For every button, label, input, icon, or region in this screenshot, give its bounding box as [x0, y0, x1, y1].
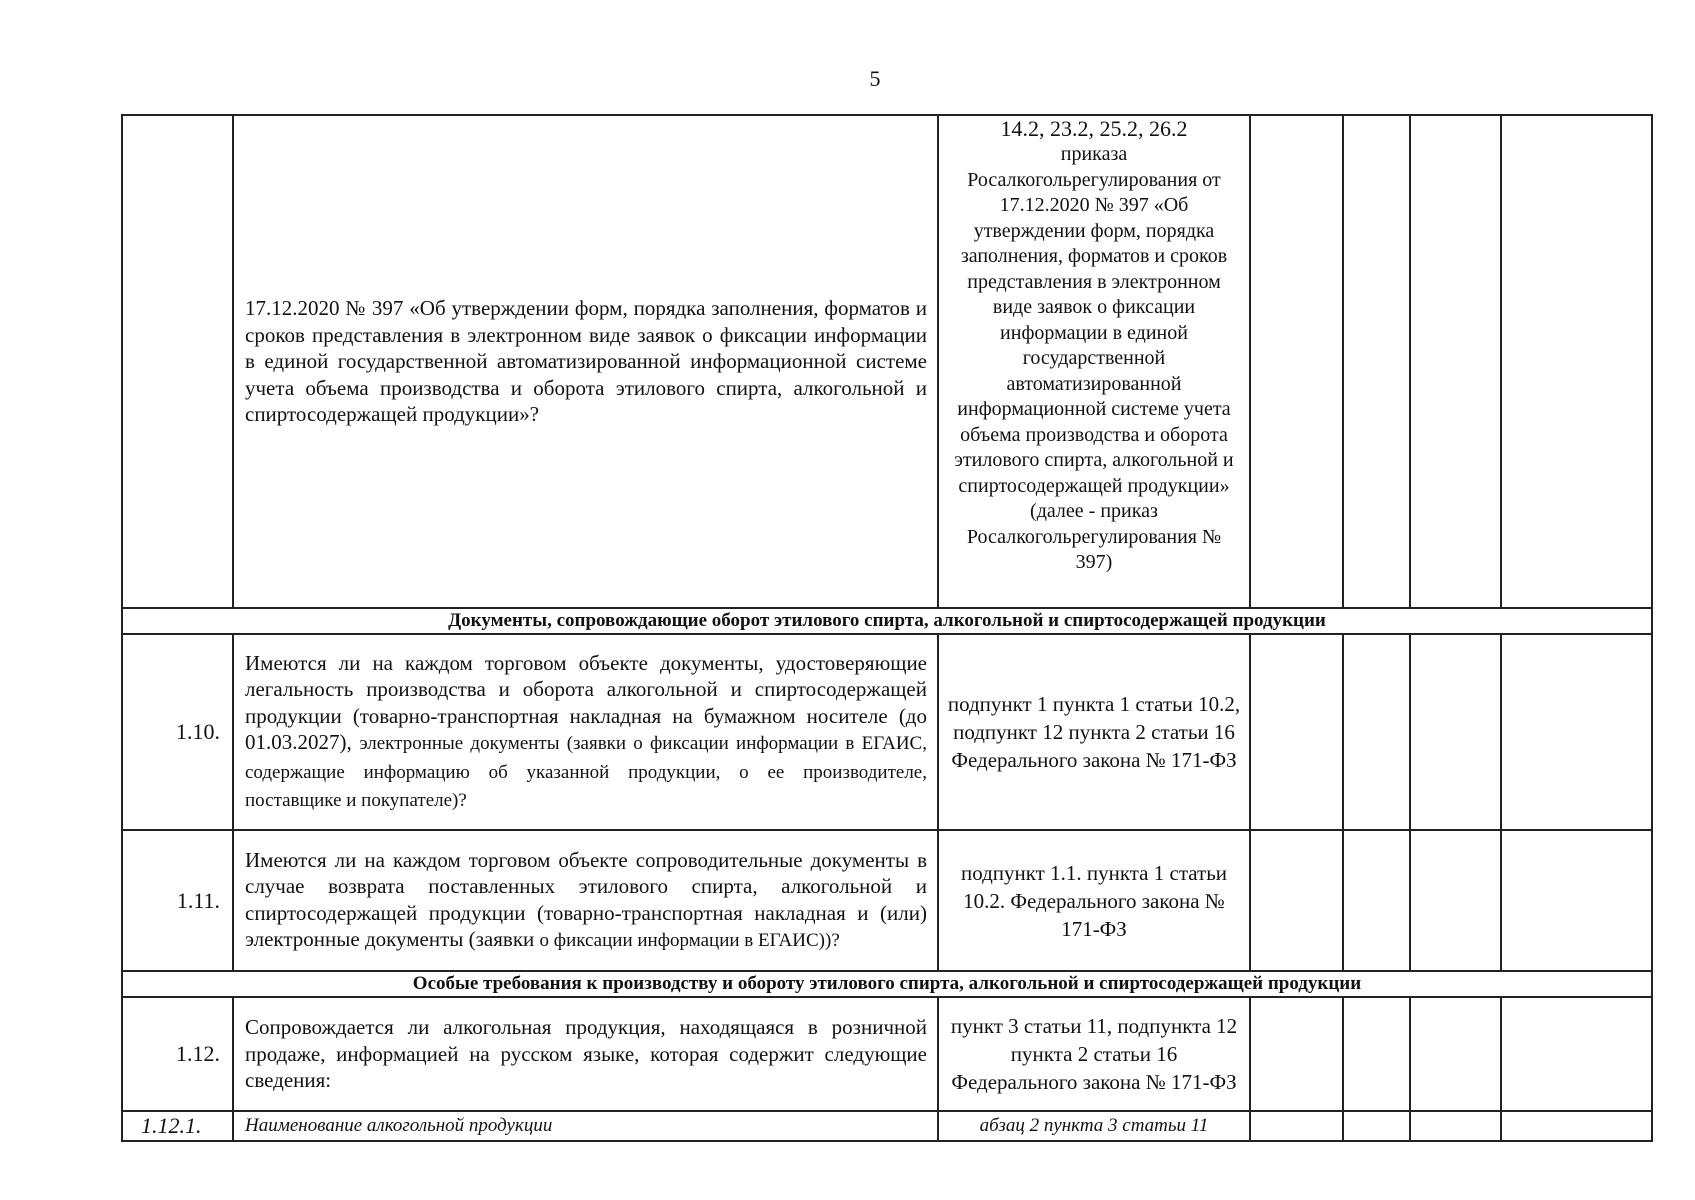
table-row — [122, 634, 1652, 830]
empty-cell — [1250, 1111, 1343, 1141]
reference-top-line: 14.2, 23.2, 25.2, 26.2 — [1000, 116, 1188, 141]
empty-cell — [1410, 115, 1501, 608]
question-cell: Наименование алкогольной продукции — [233, 1111, 938, 1141]
checklist-table — [121, 114, 1653, 1142]
section-row-documents — [122, 608, 1652, 634]
empty-cell — [1501, 997, 1652, 1111]
question-cell — [233, 830, 938, 971]
empty-cell — [1343, 634, 1410, 830]
question-text: Имеются ли на каждом торговом объекте документы, удостоверяющие легальность производства и оборота алкогольной и спиртосодержащей продукции (товарно-транспортная накладная на бумажном носителе (до 01.03.2027), — [245, 650, 927, 754]
question-cell: 17.12.2020 № 397 «Об утверждении форм, порядка заполнения, форматов и сроков представления в электронном виде заявок о фиксации информации в единой государственной автоматизированной информационной системе учета объема производства и оборота этилового спирта, алкогольной и спиртосодержащей продукции»? — [233, 115, 938, 608]
empty-cell — [1250, 830, 1343, 971]
empty-cell — [1410, 997, 1501, 1111]
reference-cell — [938, 115, 1250, 608]
row-number-cell: 1.10. — [122, 634, 233, 830]
row-number-cell: 1.11. — [122, 830, 233, 971]
row-number-cell — [122, 115, 233, 608]
empty-cell — [1501, 115, 1652, 608]
page-number: 5 — [869, 66, 881, 91]
empty-cell — [1410, 634, 1501, 830]
empty-cell — [1250, 634, 1343, 830]
empty-cell — [1250, 997, 1343, 1111]
question-cell: Сопровождается ли алкогольная продукция, находящаяся в розничной продаже, информацией на русском языке, которая содержит следующие сведения: — [233, 997, 938, 1111]
reference-text: приказа Росалкогольрегулирования от 17.12.2020 № 397 «Об утверждении форм, порядка заполнения, форматов и сроков представления в электронном виде заявок о фиксации информации в единой государственной автоматизированной информационной системе учета объема производства и оборота этилового спирта, алкогольной и спиртосодержащей продукции» (далее - приказ Росалкогольрегулирования № 397) — [954, 143, 1234, 573]
empty-cell — [1250, 115, 1343, 608]
reference-cell: абзац 2 пункта 3 статьи 11 — [938, 1111, 1250, 1141]
table-row-continued — [122, 115, 1652, 608]
table-row-subitem — [122, 1111, 1652, 1141]
reference-cell: пункт 3 статьи 11, подпункта 12 пункта 2 статьи 16 Федерального закона № 171-ФЗ — [938, 997, 1250, 1111]
question-cell — [233, 634, 938, 830]
question-text-small: электронные документы (заявки о фиксации информации в ЕГАИС, содержащие информацию об указанной продукции, о ее производителе, поставщике и покупателе)? — [245, 733, 927, 811]
empty-cell — [1410, 830, 1501, 971]
row-number-cell: 1.12. — [122, 997, 233, 1111]
reference-cell: подпункт 1.1. пункта 1 статьи 10.2. Федерального закона № 171-ФЗ — [938, 830, 1250, 971]
empty-cell — [1343, 115, 1410, 608]
empty-cell — [1343, 830, 1410, 971]
question-text-small: о фиксации информации в ЕГАИС))? — [539, 930, 840, 951]
table-row — [122, 830, 1652, 971]
row-number-cell: 1.12.1. — [122, 1111, 233, 1141]
empty-cell — [1501, 634, 1652, 830]
table-row — [122, 997, 1652, 1111]
empty-cell — [1343, 1111, 1410, 1141]
empty-cell — [1343, 997, 1410, 1111]
section-row-special — [122, 971, 1652, 997]
question-text: Имеются ли на каждом торговом объекте сопроводительные документы в случае возврата поставленных этилового спирта, алкогольной и спиртосодержащей продукции (товарно-транспортная накладная и (или) электронные документы (заявки — [245, 847, 927, 951]
empty-cell — [1501, 830, 1652, 971]
reference-cell: подпункт 1 пункта 1 статьи 10.2, подпункт 12 пункта 2 статьи 16 Федерального закона № 171-ФЗ — [938, 634, 1250, 830]
empty-cell — [1501, 1111, 1652, 1141]
section-heading: Документы, сопровождающие оборот этилового спирта, алкогольной и спиртосодержащей продукции — [122, 608, 1652, 634]
empty-cell — [1410, 1111, 1501, 1141]
section-heading: Особые требования к производству и обороту этилового спирта, алкогольной и спиртосодержащей продукции — [122, 971, 1652, 997]
